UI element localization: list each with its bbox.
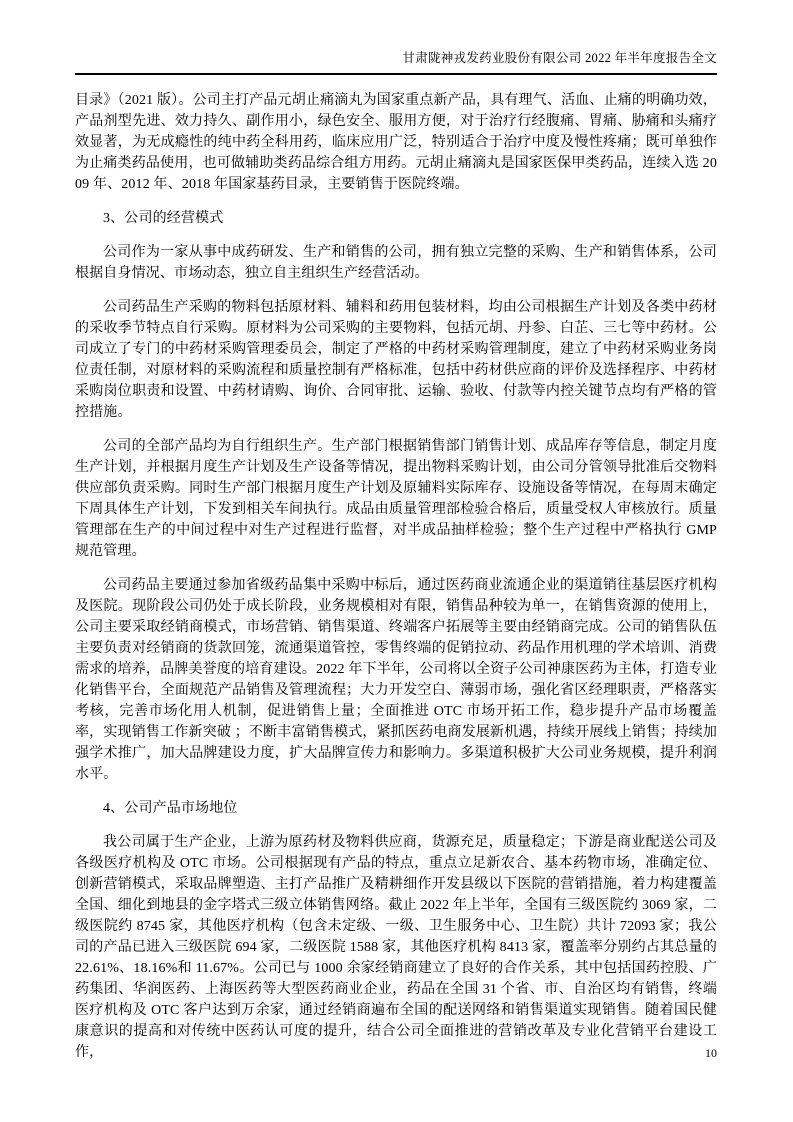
- paragraph-catalog-continuation: 目录》（2021 版）。公司主打产品元胡止痛滴丸为国家重点新产品，具有理气、活血、止痛的明确功效，产品剂型先进、效力持久、副作用小，绿色安全、服用方便，对于治疗行经腹痛、胃痛、胁痛和头痛疗效显著，为无成瘾性的纯中药全科用药，临床应用广泛，特别适合于治疗中度及慢性疼痛；既可单独作为止痛类药品使用，也可做辅助类药品综合组方用药。元胡止痛滴丸是国家医保甲类药品，连续入选 2009 年、2012 年、2018 年国家基药目录，主要销售于医院终端。: [75, 93, 717, 192]
- heading-market-position: 4、公司产品市场地位: [103, 801, 238, 816]
- header-title: 甘肃陇神戎发药业股份有限公司 2022 年半年度报告全文: [402, 51, 717, 65]
- paragraph-sales-model: 公司药品主要通过参加省级药品集中采购中标后，通过医药商业流通企业的渠道销往基层医疗机构及医院。现阶段公司仍处于成长阶段，业务规模相对有限，销售品种较为单一，在销售资源的使用上，公司主要采取经销商模式，市场营销、销售渠道、终端客户拓展等主要由经销商完成。公司的销售队伍主要负责对经销商的货款回笼，流通渠道管控，零售终端的促销拉动、药品作用机理的学术培训、消费需求的培养，品牌美誉度的培育建设。2022 年下半年，公司将以全资子公司神康医药为主体，打造专业化销售平台，全面规范产品销售及管理流程；大力开发空白、薄弱市场，强化省区经理职责，严格落实考核，完善市场化用人机制，促进销售上量；全面推进 OTC 市场开拓工作，稳步提升产品市场覆盖率，实现销售工作新突破 ；不断丰富销售模式，紧抓医药电商发展新机遇，持续开展线上销售；持续加强学术推广，加大品牌建设力度，扩大品牌宣传力和影响力。多渠道积极扩大公司业务规模，提升利润水平。: [75, 578, 717, 782]
- paragraph-procurement-model: 公司药品生产采购的物料包括原材料、辅料和药用包装材料，均由公司根据生产计划及各类中药材的采收季节特点自行采购。原材料为公司采购的主要物料，包括元胡、丹参、白芷、三七等中药材。公司成立了专门的中药材采购管理委员会，制定了严格的中药材采购管理制度，建立了中药材采购业务岗位责任制，对原材料的采购流程和质量控制有严格标准，包括中药材供应商的评价及选择程序、中药材采购岗位职责和设置、中药材请购、询价、合同审批、运输、验收、付款等内控关键节点均有严格的管控措施。: [75, 300, 717, 420]
- paragraph-production-model: 公司的全部产品均为自行组织生产。生产部门根据销售部门销售计划、成品库存等信息，制定月度生产计划，并根据月度生产计划及生产设备等情况，提出物料采购计划，由公司分管领导批准后交物料供应部负责采购。同时生产部门根据月度生产计划及原辅料实际库存、设施设备等情况，在每周末确定下周具体生产计划，下发到相关车间执行。成品由质量管理部检验合格后，质量受权人审核放行。质量管理部在生产的中间过程中对生产过程进行监督，对半成品抽样检验；整个生产过程中严格执行 GMP 规范管理。: [75, 439, 717, 559]
- page-footer: [705, 1046, 717, 1060]
- paragraph-company-overview: 公司作为一家从事中成药研发、生产和销售的公司，拥有独立完整的采购、生产和销售体系，公司根据自身情况、市场动态，独立自主组织生产经营活动。: [75, 245, 717, 281]
- header-divider: [75, 73, 717, 75]
- report-body: [75, 90, 717, 1063]
- heading-operating-model: 3、公司的经营模式: [103, 211, 224, 226]
- paragraph-market-position: 我公司属于生产企业，上游为原药材及物料供应商，货源充足，质量稳定；下游是商业配送公司及各级医疗机构及 OTC 市场。公司根据现有产品的特点，重点立足新农合、基本药物市场，准确定位、创新营销模式，采取品牌塑造、主打产品推广及精耕细作开发县级以下医院的营销措施，着力构建覆盖全国、细化到地县的金字塔式三级立体销售网络。截止 2022 年上半年，全国有三级医院约 3069 家，二级医院约 8745 家，其他医疗机构（包含未定级、一级、卫生服务中心、卫生院）共计 72093 家；我公司的产品已进入三级医院 694 家，二级医院 1588 家，其他医疗机构 8413 家，覆盖率分别约占其总量的22.61%、18.16%和 11.67%。公司已与 1000 余家经销商建立了良好的合作关系，其中包括国药控股、广药集团、华润医药、上海医药等大型医药商业企业，药品在全国 31 个省、市、自治区均有销售，终端医疗机构及 OTC 客户达到万余家，通过经销商遍布全国的配送网络和销售渠道实现销售。随着国民健康意识的提高和对传统中医药认可度的提升，结合公司全面推进的营销改革及专业化营销平台建设工作，: [75, 835, 717, 1060]
- page-number: 10: [705, 1046, 717, 1060]
- page-header: [75, 0, 717, 75]
